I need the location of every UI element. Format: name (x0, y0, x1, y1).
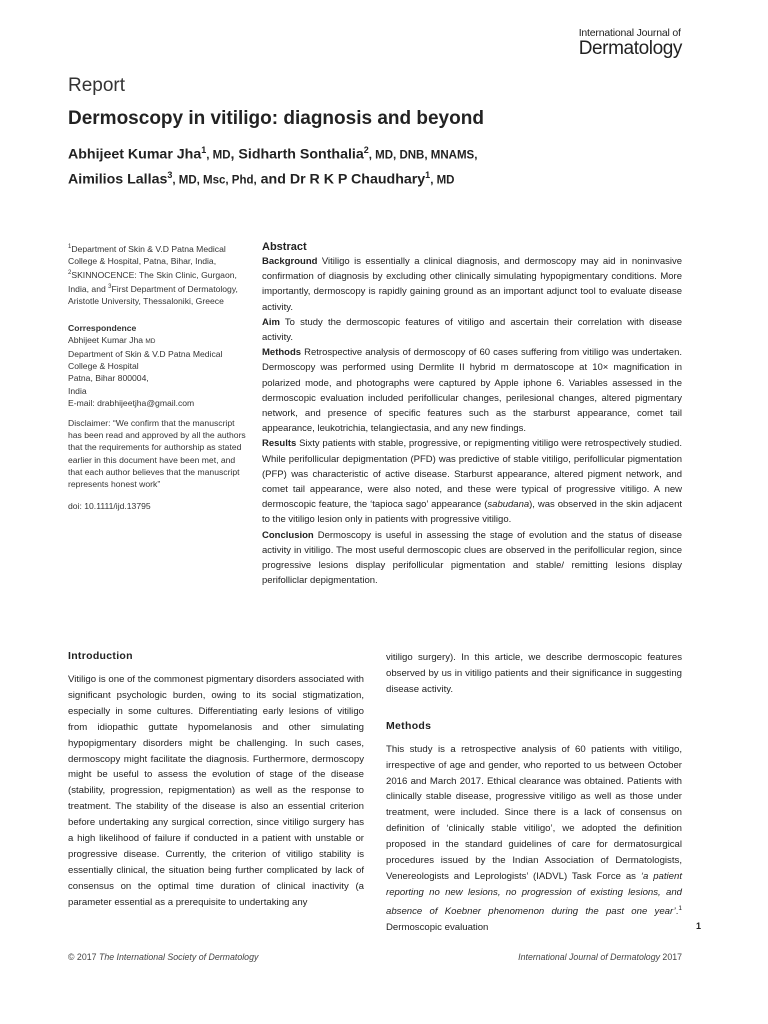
affiliation-3-sup: 3 (108, 284, 112, 291)
journal-logo-line1: International Journal of (578, 27, 681, 39)
abstract-conclusion-text: Dermoscopy is useful in assessing the stage of evolution and the status of disease activity in vitiligo. The most useful dermoscopic clues are observed in the perifollicular region, since progressive lesions display perifollicular pigmentation and stable/ remitting lesions display perifolliclar depigmentation. (262, 529, 682, 587)
abstract-heading: Abstract (262, 241, 307, 253)
article-title: Dermoscopy in vitiligo: diagnosis and beyond (68, 108, 484, 129)
author-1-degree: , MD (206, 149, 231, 162)
author-list (68, 141, 708, 191)
methods-text-a: This study is a retrospective analysis of 60 patients with vitiligo, irrespective of age and gender, who reported to us between October 2016 and March 2017. Ethical clearance was obtained. Patients with clinically stable disease, progressive vitiligo as well as those under treatment, were included. Since there is a lack of consensus on definition of ‘clinically stable vitiligo’, we adopted the definition proposed in the standard guidelines of care for dermatosurgical procedures issued by the Indian Association of Dermatologists, Venereologists and Leprologists’ (IADVL) Task Force as (386, 743, 682, 882)
abstract-results (262, 436, 682, 527)
author-2-sup: 2 (363, 145, 369, 155)
author-3: Aimilios Lallas (68, 171, 168, 188)
abstract-results-label: Results (262, 438, 297, 450)
abstract-methods-text: Retrospective analysis of dermoscopy of 60 cases suffering from vitiligo was undertaken. Dermoscopy was performed using Dermlite II hybrid m dermatoscope at 10× magnification in polarized mode, and photographs were captured by Apple iphone 6. Variables assessed in the dermoscopic evaluation included perifollicular changes, perilesional changes, altered pigmentary network, and presence of specific features such as the starburst appearance, comet tail appearance, leukotrichia, telangiectasia, and any new findings. (262, 347, 682, 435)
author-3-degree: , MD, Msc, Phd, (172, 174, 257, 187)
affiliation-2-sup: 2 (68, 270, 72, 277)
correspondence-address-4: India (68, 385, 87, 396)
correspondence-heading: Correspondence (68, 322, 137, 333)
author-4-sup: 1 (425, 170, 431, 181)
correspondence-address-3: Patna, Bihar 800004, (68, 373, 149, 384)
methods-text (386, 742, 682, 936)
introduction-continued: vitiligo surgery). In this article, we describe dermoscopic features observed by us in vitiligo patients and their significance in suggesting disease activity. (386, 652, 682, 695)
abstract-methods (262, 345, 682, 436)
article-sidebar (68, 241, 246, 512)
disclaimer: Disclaimer: “We confirm that the manuscript has been read and approved by all the authors that the requirements for authorship as stated earlier in this document have been met, and that each author believes that the manuscript represents honest work” (68, 418, 246, 490)
abstract-background-label: Background (262, 256, 318, 267)
abstract-conclusion (262, 528, 682, 589)
abstract-aim-label: Aim (262, 316, 280, 328)
methods-citation[interactable]: 1 (678, 904, 682, 912)
footer-copyright-prefix: © 2017 (68, 952, 99, 962)
abstract (262, 241, 682, 588)
methods-heading: Methods (386, 719, 432, 732)
affiliations (68, 241, 246, 308)
author-4: and Dr R K P Chaudhary (256, 171, 426, 188)
author-1-sup: 1 (201, 145, 207, 155)
footer-copyright (68, 952, 258, 962)
journal-logo-line2: Dermatology (578, 38, 682, 59)
footer-journal (518, 952, 682, 962)
author-1: Abhijeet Kumar Jha (68, 146, 202, 163)
affiliation-1-sup: 1 (68, 244, 72, 250)
doi[interactable]: doi: 10.1111/ijd.13795 (68, 501, 151, 512)
abstract-conclusion-label: Conclusion (262, 529, 314, 541)
abstract-results-text-a: Sixty patients with stable, progressive, or repigmenting vitiligo were retrospectively studied. While perifollicular depigmentation (PFD) was predictive of stable vitiligo, perifollicular pigmentation (PFP) was characteristic of active disease. Starburst appearance, altered pigment network, and comet tail appearance, were also noted, and these were typical of progressive vitiligo. A new dermoscopic feature, the ‘tapioca sago’ appearance ( (262, 438, 682, 511)
correspondence-email[interactable]: E-mail: drabhijeetjha@gmail.com (68, 397, 195, 408)
correspondence-name-line (68, 334, 246, 348)
body-column-left (68, 650, 364, 911)
affiliation-3: First Department of Dermatology, Aristotle University, Thessaloniki, Greece (68, 284, 238, 307)
author-3-sup: 3 (167, 170, 173, 181)
methods-text-italic: ‘a patient reporting no new lesions, no progression of existing lesions, and absence of Koebner phenomenon during the past one year’ (386, 870, 682, 917)
affiliation-1: Department of Skin & V.D Patna Medical College & Hospital, Patna, Bihar, India, (68, 243, 226, 267)
abstract-aim-text: To study the dermoscopic features of vitiligo and ascertain their correlation with disease activity. (262, 316, 682, 344)
abstract-results-italic: sabudana (487, 499, 530, 511)
correspondence-address-2: College & Hospital (68, 361, 139, 372)
section-label: Report (68, 75, 126, 96)
abstract-background (262, 254, 682, 315)
author-4-degree: , MD (430, 174, 455, 187)
author-2: , Sidharth Sonthalia (230, 146, 364, 163)
abstract-background-text: Vitiligo is essentially a clinical diagnosis, and dermoscopy may aid in noninvasive confirmation of diagnosis by excluding other clinically simulating hypopigmentary conditions. More importantly, dermoscopy is rapidly gaining ground as an important adjunct tool to evaluate disease activity. (262, 256, 682, 313)
abstract-results-text-b: ), was observed in the skin adjacent to the vitiligo lesion only in patients with progressive vitiligo. (262, 499, 683, 526)
correspondence-name: Abhijeet Kumar Jha (68, 334, 143, 345)
introduction-text: Vitiligo is one of the commonest pigmentary disorders associated with significant psychologic burden, owing to its social stigmatization, especially in some cultures. Differentiating early lesions of vitiligo from idiopathic guttate hypomelanosis and other simulating hypopigmentary disorders might be challenging. In such cases, dermoscopy might facilitate the diagnosis. Furthermore, dermoscopy might be useful to assess the evolution of stage of the disease (stability, progression, repigmentation) as well as the response to treatment. The stability of the disease is also an essential criterion before undertaking any surgical correction, since vitiligo surgery has a high likelihood of failure if conducted in a patient with unstable or progressive disease. Currently, the criterion of vitiligo stability is essentially clinical, the situation being further complicated by lack of consensus on the optimal time duration of clinical inactivity (a parameter essential as a prerequisite to undertaking any (68, 674, 364, 908)
footer-society: The International Society of Dermatology (98, 952, 259, 962)
correspondence-degree: MD (145, 337, 156, 345)
page-number: 1 (696, 921, 702, 931)
footer-year: 2017 (659, 952, 682, 962)
body-column-right (386, 650, 682, 936)
correspondence-address-1: Department of Skin & V.D Patna Medical (68, 349, 223, 359)
introduction-heading: Introduction (68, 650, 133, 662)
methods-text-c: Dermoscopic evaluation (386, 921, 489, 933)
journal-logo (579, 28, 682, 59)
abstract-aim (262, 315, 682, 345)
author-2-degree: , MD, DNB, MNAMS, (368, 149, 478, 162)
methods-text-b: . (675, 905, 679, 917)
footer-journal-name: International Journal of Dermatology (518, 952, 660, 962)
affiliation-2: SKINNOCENCE: The Skin Clinic, Gurgaon, India, and (68, 270, 237, 295)
abstract-methods-label: Methods (262, 347, 302, 359)
